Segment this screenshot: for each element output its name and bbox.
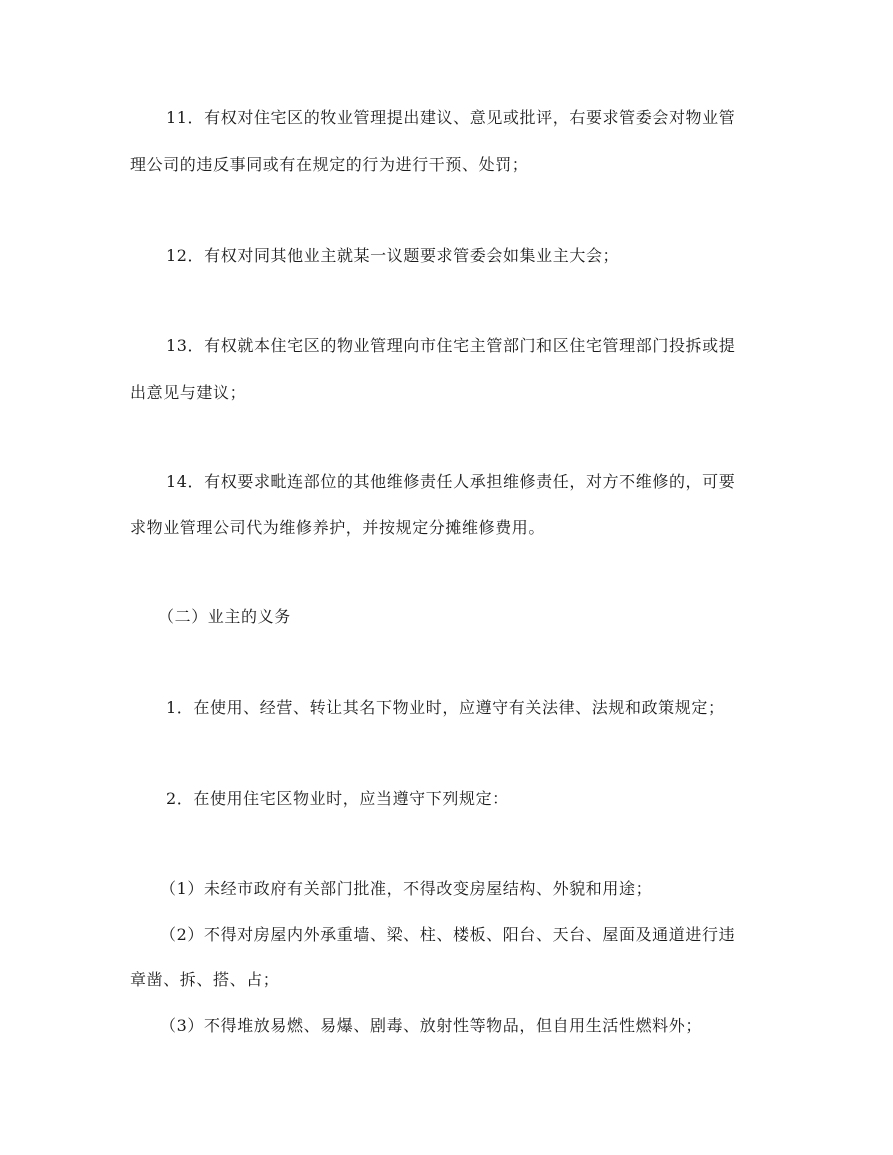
paragraph-14-line-1: 14．有权要求毗连部位的其他维修责任人承担维修责任，对方不维修的，可要 <box>166 472 736 491</box>
obligation-2-line-1: 2．在使用住宅区物业时，应当遵守下列规定： <box>166 789 509 808</box>
sub-item-3-line-1: （3）不得堆放易燃、易爆、剧毒、放射性等物品，但自用生活性燃料外； <box>160 1016 702 1035</box>
sub-item-2-line-1: （2）不得对房屋内外承重墙、梁、柱、楼板、阳台、天台、屋面及通道进行违 <box>160 925 736 944</box>
paragraph-13-line-2: 出意见与建议； <box>130 383 247 402</box>
paragraph-11-line-1: 11．有权对住宅区的牧业管理提出建议、意见或批评，右要求管委会对物业管 <box>166 108 736 127</box>
paragraph-12-line-1: 12．有权对同其他业主就某一议题要求管委会如集业主大会； <box>166 246 620 265</box>
paragraph-11-line-2: 理公司的违反事同或有在规定的行为进行干预、处罚； <box>130 155 529 174</box>
paragraph-14-line-2: 求物业管理公司代为维修养护，并按规定分摊维修费用。 <box>130 518 546 537</box>
sub-item-1-line-1: （1）未经市政府有关部门批准，不得改变房屋结构、外貌和用途； <box>160 879 653 898</box>
sub-item-2-line-2: 章凿、拆、搭、占； <box>130 970 280 989</box>
paragraph-13-line-1: 13．有权就本住宅区的物业管理向市住宅主管部门和区住宅管理部门投拆或提 <box>166 336 736 355</box>
obligation-1-line-1: 1．在使用、经营、转让其名下物业时，应遵守有关法律、法规和政策规定； <box>166 698 725 717</box>
section-heading-owner-obligations: （二）业主的义务 <box>158 607 291 626</box>
